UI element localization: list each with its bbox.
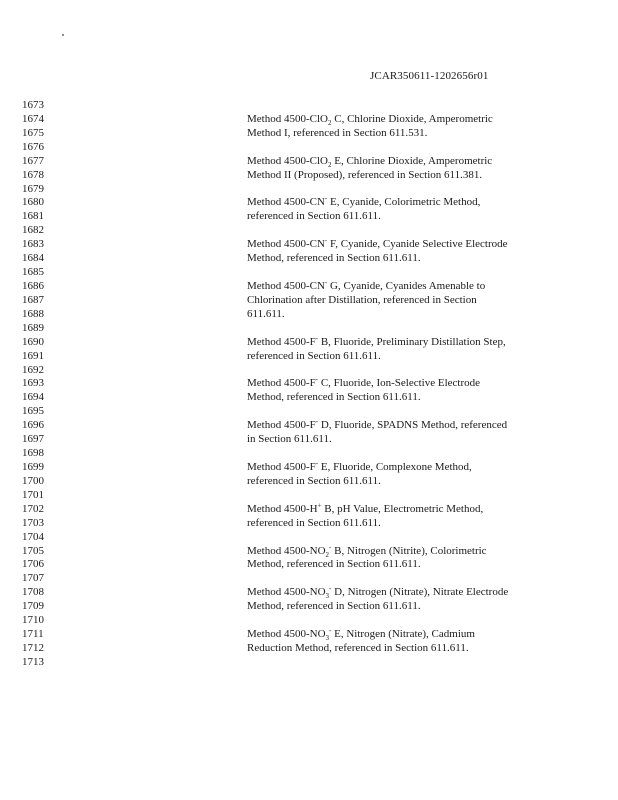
line-number: 1708: [22, 586, 44, 599]
line-text: Method 4500-CN- E, Cyanide, Colorimetric Method,: [247, 194, 481, 209]
line-number: 1710: [22, 614, 44, 627]
line-text: Method $4500-NO_3^-$ E, Nitrogen (Nitrate), Cadmium: [247, 626, 475, 643]
line-text: referenced in Section 611.611.: [247, 474, 381, 487]
document-line: [0, 600, 618, 614]
line-text: Method, referenced in Section 611.611.: [247, 600, 421, 613]
line-number: 1692: [22, 363, 44, 376]
line-text: Method II (Proposed), referenced in Section 611.381.: [247, 168, 483, 181]
line-number: 1707: [22, 572, 44, 585]
numbered-lines: [0, 99, 618, 670]
line-number: 1676: [22, 140, 44, 153]
document-line: [0, 224, 618, 238]
line-number: 1682: [22, 224, 44, 237]
line-number: 1681: [22, 210, 44, 223]
line-text: Method 4500-CN- F, Cyanide, Cyanide Selective Electrode: [247, 236, 508, 251]
line-number: 1698: [22, 447, 44, 460]
line-text: referenced in Section 611.611.: [247, 210, 381, 223]
line-text: Method $4500-NO_2^-$ B, Nitrogen (Nitrite), Colorimetric: [247, 542, 487, 559]
document-line: [0, 405, 618, 419]
line-number: 1685: [22, 266, 44, 279]
line-text: Method 4500-CN- G, Cyanide, Cyanides Amenable to: [247, 278, 486, 292]
document-line: [0, 656, 618, 670]
document-line: [0, 642, 618, 656]
document-line: [0, 294, 618, 308]
line-text: Method I, referenced in Section 611.531.: [247, 126, 428, 139]
document-line: [0, 308, 618, 322]
line-number: 1675: [22, 126, 44, 139]
line-text: Method 4500-F- D, Fluoride, SPADNS Method, referenced: [247, 417, 508, 432]
line-number: 1704: [22, 530, 44, 543]
line-number: 1674: [22, 112, 44, 125]
line-text: referenced in Section 611.611.: [247, 516, 381, 529]
document-line: [0, 572, 618, 586]
document-line: [0, 489, 618, 503]
line-number: 1696: [22, 419, 44, 432]
document-line: [0, 141, 618, 155]
line-text: in Section 611.611.: [247, 433, 332, 446]
document-line: [0, 113, 618, 127]
line-text: Method 4500-ClO$_2$ E, Chlorine Dioxide, Amperometric: [247, 154, 493, 169]
document-line: [0, 614, 618, 628]
line-number: 1679: [22, 182, 44, 195]
document-line: [0, 210, 618, 224]
scan-speck: [62, 34, 64, 36]
document-line: [0, 350, 618, 364]
document-line: [0, 628, 618, 642]
document-line: [0, 99, 618, 113]
line-number: 1697: [22, 433, 44, 446]
document-line: [0, 238, 618, 252]
document-line: [0, 542, 618, 559]
line-text: Method 4500-F- C, Fluoride, Ion-Selective Electrode: [247, 375, 480, 390]
document-line: [0, 169, 618, 183]
document-line: [0, 419, 618, 433]
line-number: 1693: [22, 377, 44, 390]
document-line: [0, 558, 618, 572]
line-number: 1701: [22, 488, 44, 501]
document-line: [0, 377, 618, 391]
line-text: Method 4500-ClO$_2$ C, Chlorine Dioxide, Amperometric: [247, 112, 493, 128]
line-number: 1686: [22, 279, 44, 292]
document-line: [0, 475, 618, 489]
line-number: 1683: [22, 238, 44, 251]
document-line: [0, 364, 618, 378]
line-number: 1713: [22, 655, 44, 668]
line-number: 1684: [22, 252, 44, 265]
line-text: Method 4500-F- B, Fluoride, Preliminary Distillation Step,: [247, 334, 506, 348]
document-id-header: JCAR350611-1202656r01: [370, 70, 489, 82]
line-text: Chlorination after Distillation, referenced in Section: [247, 293, 477, 306]
document-line: [0, 127, 618, 141]
document-line: [0, 461, 618, 475]
line-number: 1705: [22, 544, 44, 557]
document-line: [0, 252, 618, 266]
line-text: Method, referenced in Section 611.611.: [247, 558, 421, 571]
document-line: [0, 183, 618, 197]
line-text: Method, referenced in Section 611.611.: [247, 252, 421, 265]
line-number: 1695: [22, 405, 44, 418]
document-line: [0, 517, 618, 531]
line-number: 1712: [22, 641, 44, 654]
line-number: 1691: [22, 349, 44, 362]
line-text: Method 4500-H+ B, pH Value, Electrometric Method,: [247, 501, 484, 515]
line-number: 1688: [22, 307, 44, 320]
document-line: [0, 391, 618, 405]
line-number: 1702: [22, 502, 44, 515]
line-number: 1678: [22, 168, 44, 181]
line-number: 1706: [22, 558, 44, 571]
line-number: 1687: [22, 293, 44, 306]
line-text: Method, referenced in Section 611.611.: [247, 391, 421, 404]
document-line: [0, 155, 618, 169]
document-line: [0, 586, 618, 600]
document-line: [0, 266, 618, 280]
document-line: [0, 196, 618, 210]
line-number: 1699: [22, 460, 44, 473]
document-line: [0, 503, 618, 517]
line-number: 1709: [22, 600, 44, 613]
line-number: 1690: [22, 335, 44, 348]
line-number: 1673: [22, 99, 44, 111]
line-number: 1680: [22, 196, 44, 209]
line-number: 1694: [22, 391, 44, 404]
document-line: [0, 280, 618, 294]
line-text: 611.611.: [247, 307, 285, 320]
line-number: 1689: [22, 321, 44, 334]
document-line: [0, 433, 618, 447]
line-text: referenced in Section 611.611.: [247, 349, 381, 362]
line-number: 1677: [22, 154, 44, 167]
document-line: [0, 531, 618, 545]
document-line: [0, 447, 618, 461]
line-number: 1711: [22, 628, 44, 641]
line-number: 1703: [22, 516, 44, 529]
line-text: Method $4500-NO_3^-$ D, Nitrogen (Nitrate), Nitrate Electrode: [247, 584, 509, 601]
line-text: Method 4500-F- E, Fluoride, Complexone Method,: [247, 459, 472, 473]
line-number: 1700: [22, 474, 44, 487]
line-text: Reduction Method, referenced in Section 611.611.: [247, 641, 469, 654]
document-line: [0, 322, 618, 336]
document-line: [0, 336, 618, 350]
